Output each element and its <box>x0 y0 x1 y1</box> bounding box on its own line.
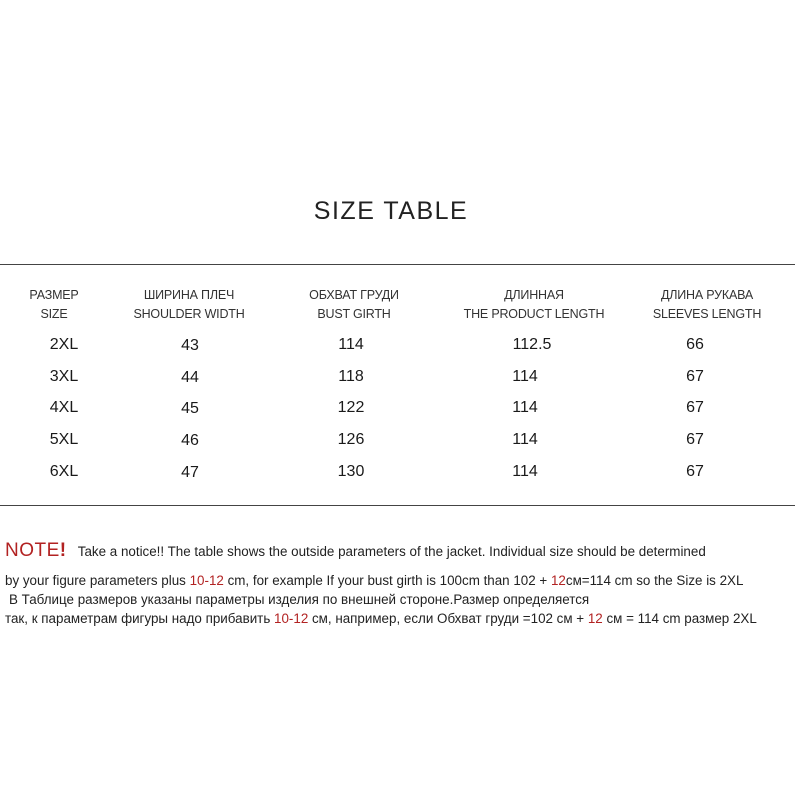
table-cell: 118 <box>338 368 364 385</box>
table-cell: 45 <box>181 400 199 417</box>
table-cell: 126 <box>337 431 365 448</box>
header-shoulder-width-en: SHOULDER WIDTH <box>133 307 245 321</box>
note-exclamation: ! <box>59 540 67 561</box>
table-cell: 6XL <box>49 463 79 480</box>
page-title: SIZE TABLE <box>313 197 469 225</box>
note-line-1 <box>5 540 706 562</box>
table-cell: 122 <box>337 399 365 416</box>
header-bust-girth-ru: ОБХВАТ ГРУДИ <box>309 288 399 302</box>
header-product-length-en: THE PRODUCT LENGTH <box>463 307 605 321</box>
table-cell: 5XL <box>49 431 79 448</box>
note-highlight: 10-12 <box>274 611 309 626</box>
table-cell: 114 <box>512 431 538 448</box>
table-cell: 2XL <box>49 336 79 353</box>
table-cell: 43 <box>181 337 199 354</box>
table-cell: 114 <box>512 399 538 416</box>
header-bust-girth <box>254 286 454 324</box>
note-highlight: 12 <box>550 573 566 588</box>
table-cell: 66 <box>686 336 704 353</box>
note-line-2 <box>5 573 743 588</box>
note-text: см=114 cm so the Size is 2XL <box>565 573 744 588</box>
table-cell: 67 <box>686 463 704 480</box>
note-line-1-text: Take a notice!! The table shows the outside parameters of the jacket. Individual size should be determined <box>77 544 706 559</box>
note-text: cm, for example If your bust girth is 100cm than 102 + <box>223 573 551 588</box>
note-line-4 <box>5 611 757 626</box>
header-size-ru: РАЗМЕР <box>29 288 79 302</box>
table-cell: 4XL <box>49 399 79 416</box>
table-cell: 3XL <box>49 368 79 385</box>
table-top-divider <box>0 264 795 265</box>
note-highlight: 10-12 <box>189 573 224 588</box>
header-product-length-ru: ДЛИННАЯ <box>504 288 564 302</box>
table-cell: 130 <box>337 463 365 480</box>
header-size-en: SIZE <box>40 307 68 321</box>
header-sleeves-length-en: SLEEVES LENGTH <box>652 307 762 321</box>
table-cell: 67 <box>686 368 704 385</box>
table-cell: 112.5 <box>512 336 552 353</box>
note-line-3 <box>9 592 589 607</box>
table-cell: 67 <box>686 431 704 448</box>
header-sleeves-length-ru: ДЛИНА РУКАВА <box>661 288 753 302</box>
table-cell: 46 <box>181 432 199 449</box>
note-highlight: 12 <box>587 611 603 626</box>
table-cell: 114 <box>512 463 538 480</box>
table-cell: 47 <box>181 464 199 481</box>
note-text: так, к параметрам фигуры надо прибавить <box>5 611 275 626</box>
header-product-length <box>434 286 634 324</box>
table-bottom-divider <box>0 505 795 506</box>
header-bust-girth-en: BUST GIRTH <box>317 307 391 321</box>
table-cell: 114 <box>338 336 364 353</box>
header-sleeves-length <box>607 286 800 324</box>
note-text: см = 114 cm размер 2XL <box>602 611 757 626</box>
table-cell: 44 <box>181 369 199 386</box>
note-text: by your figure parameters plus <box>5 573 190 588</box>
note-text: В Таблице размеров указаны параметры изделия по внешней стороне.Размер определяется <box>9 592 590 607</box>
note-label: NOTE <box>5 540 60 561</box>
note-text: см, например, если Обхват груди =102 см + <box>308 611 588 626</box>
table-cell: 67 <box>686 399 704 416</box>
table-cell: 114 <box>512 368 538 385</box>
header-shoulder-width-ru: ШИРИНА ПЛЕЧ <box>143 288 235 302</box>
